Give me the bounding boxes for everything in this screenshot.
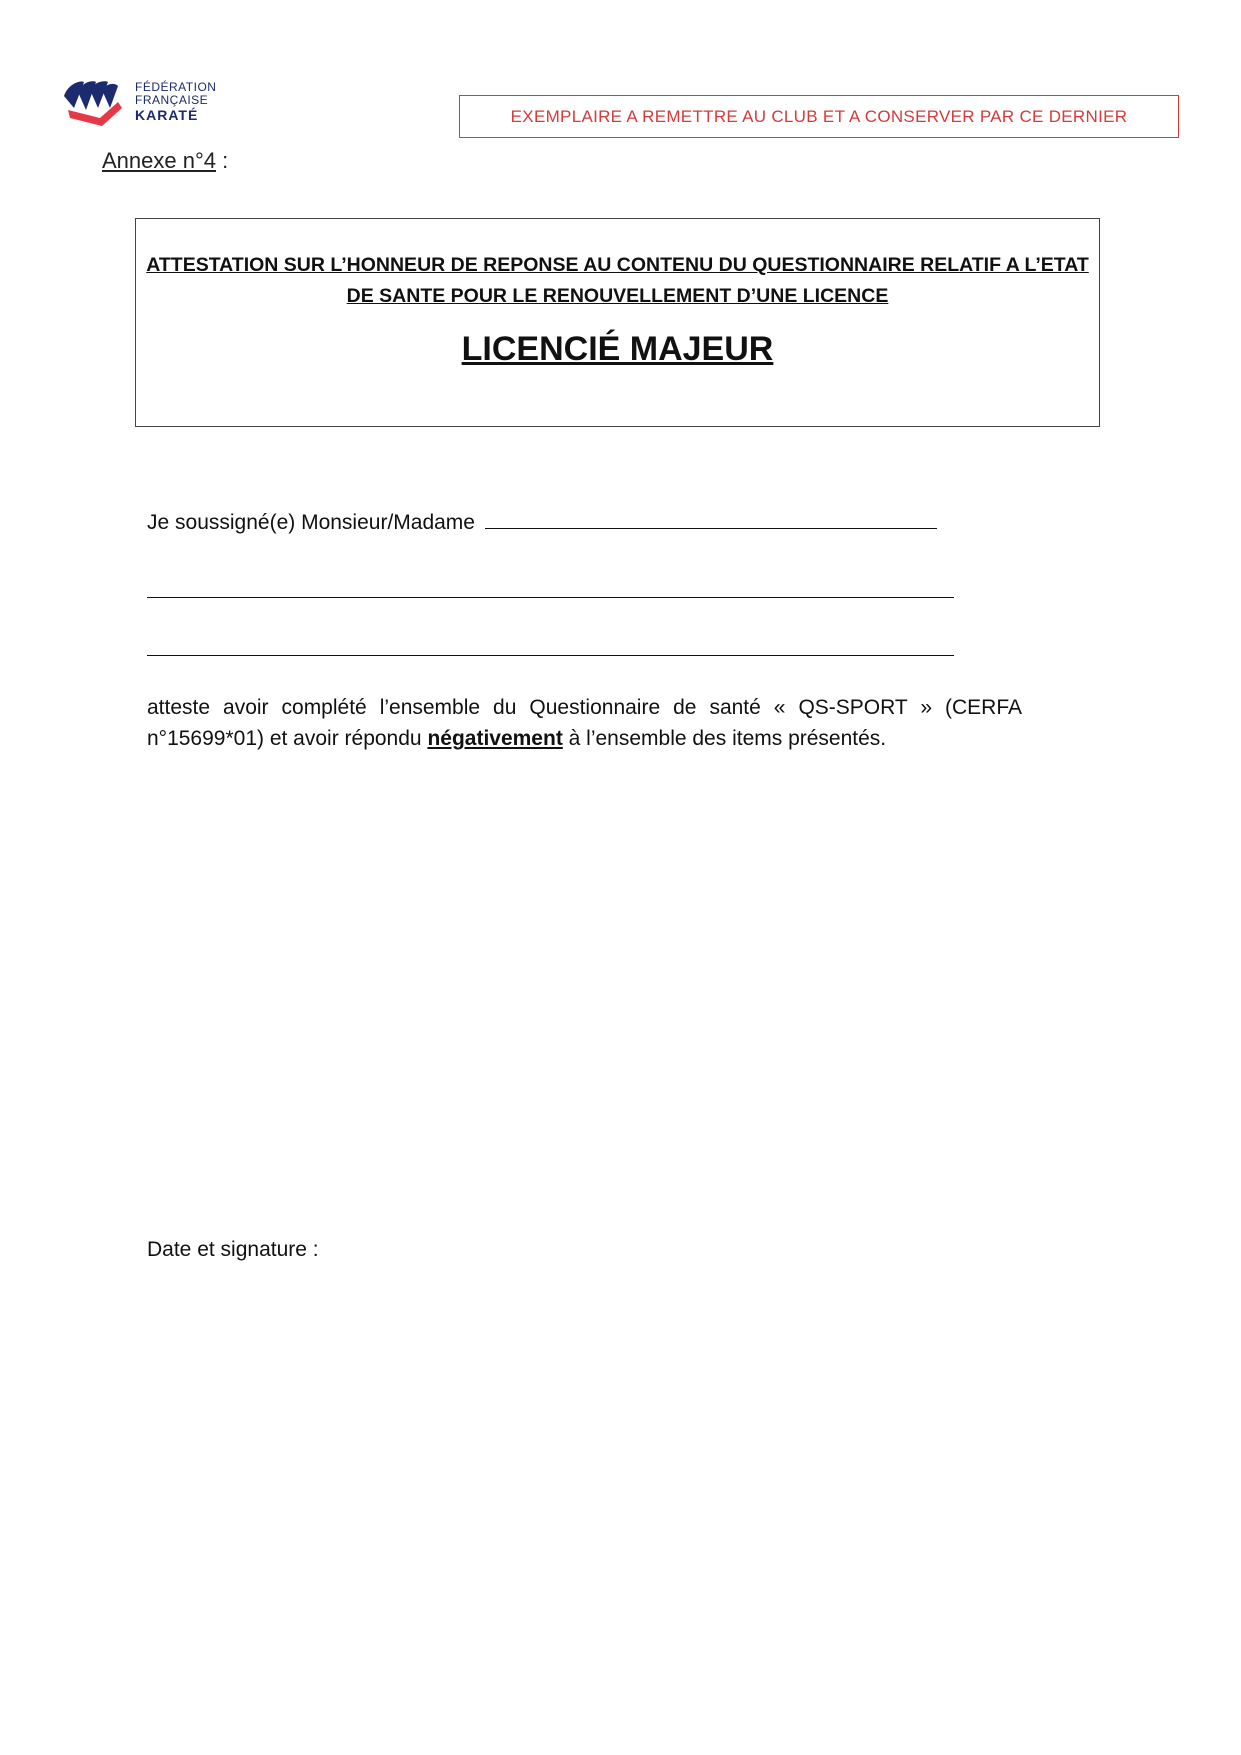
declarant-name-field[interactable] <box>485 514 937 529</box>
statement-part-1: atteste avoir complété l’ensemble du Questionnaire de santé « QS-SPORT » (CERFA n°15699*01) et avoir répondu <box>147 696 1022 750</box>
declarant-line <box>147 511 937 535</box>
declarant-label: Je soussigné(e) Monsieur/Madame <box>147 511 475 534</box>
attestation-heading: ATTESTATION SUR L’HONNEUR DE REPONSE AU CONTENU DU QUESTIONNAIRE RELATIF A L’ETAT DE SANTE POUR LE RENOUVELLEMENT D’UNE LICENCE <box>146 254 1089 307</box>
club-copy-notice-text: EXEMPLAIRE A REMETTRE AU CLUB ET A CONSERVER PAR CE DERNIER <box>510 106 1128 126</box>
ffk-logo <box>60 74 230 130</box>
signature-label: Date et signature : <box>147 1238 319 1261</box>
statement-emphasis: négativement <box>427 727 563 750</box>
statement-part-2: à l’ensemble des items présentés. <box>562 727 887 750</box>
signature-area[interactable] <box>147 1238 319 1262</box>
licence-category-title: LICENCIÉ MAJEUR <box>461 330 774 368</box>
declarant-blank-line-2[interactable] <box>147 655 954 656</box>
title-box <box>135 218 1100 427</box>
annexe-suffix: : <box>216 148 229 173</box>
attestation-statement <box>147 692 1022 754</box>
annexe-number: Annexe n°4 <box>102 148 216 173</box>
annexe-label <box>102 148 228 174</box>
club-copy-notice <box>459 95 1179 138</box>
karate-fist-icon <box>60 78 130 128</box>
declarant-blank-line-1[interactable] <box>147 597 954 598</box>
logo-line-karate: KARATÉ <box>135 107 199 123</box>
logo-line-francaise: FRANÇAISE <box>135 93 209 107</box>
logo-line-federation: FÉDÉRATION <box>135 80 217 94</box>
